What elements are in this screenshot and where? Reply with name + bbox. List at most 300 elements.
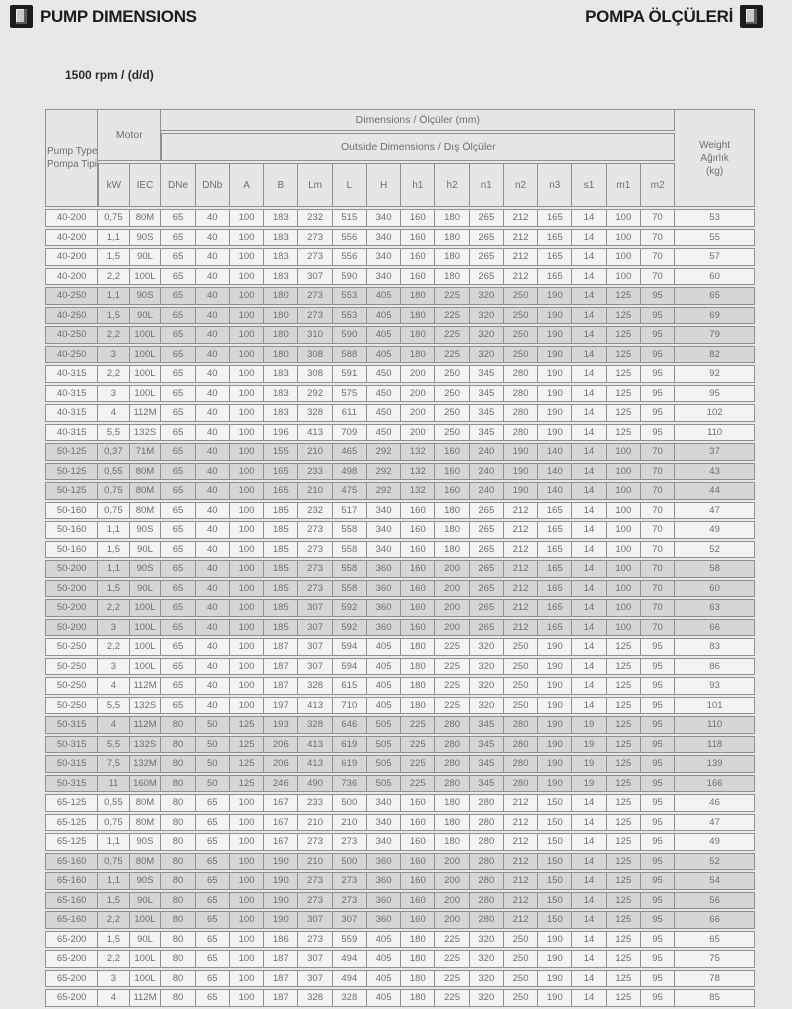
table-row [45,872,755,890]
value-cell: 100 [230,404,264,422]
value-cell: 405 [367,638,401,656]
value-cell: 90S [130,229,162,247]
value-cell: 65 [196,872,230,890]
table-row [45,482,755,500]
value-cell: 160 [435,443,469,461]
value-cell: 150 [538,794,572,812]
value-cell: 183 [264,385,298,403]
value-cell: 180 [264,307,298,325]
value-cell: 190 [538,970,572,988]
value-cell: 190 [264,911,298,929]
value-cell: 100 [230,911,264,929]
value-cell: 190 [504,482,538,500]
value-cell: 112M [130,404,162,422]
value-cell: 5,5 [98,424,129,442]
value-cell: 292 [298,385,332,403]
value-cell: 65 [196,853,230,871]
value-cell: 65 [161,229,195,247]
value-cell: 132 [401,443,435,461]
table-row [45,580,755,598]
value-cell: 65 [161,697,195,715]
value-cell: 150 [538,872,572,890]
value-cell: 95 [641,658,675,676]
value-cell: 140 [538,463,572,481]
value-cell: 100 [230,950,264,968]
value-cell: 125 [607,307,641,325]
value-cell: 140 [538,443,572,461]
value-cell: 180 [435,521,469,539]
value-cell: 2,2 [98,268,129,286]
value-cell: 225 [435,677,469,695]
header-col-h1: h1 [401,163,435,207]
value-cell: 101 [675,697,755,715]
value-cell: 160 [401,892,435,910]
value-cell: 465 [333,443,367,461]
value-cell: 180 [435,502,469,520]
value-cell: 190 [504,443,538,461]
value-cell: 52 [675,853,755,871]
value-cell: 82 [675,346,755,364]
value-cell: 90S [130,521,162,539]
value-cell: 160 [401,209,435,227]
value-cell: 190 [264,853,298,871]
value-cell: 50 [196,755,230,773]
value-cell: 167 [264,794,298,812]
value-cell: 90L [130,541,162,559]
value-cell: 132 [401,482,435,500]
table-row [45,950,755,968]
value-cell: 95 [641,424,675,442]
value-cell: 307 [298,970,332,988]
pump-type-cell: 65-200 [45,970,98,988]
value-cell: 14 [572,853,606,871]
value-cell: 180 [435,248,469,266]
table-row [45,521,755,539]
pump-type-cell: 65-125 [45,833,98,851]
header-col-m1: m1 [607,163,641,207]
value-cell: 125 [607,385,641,403]
value-cell: 14 [572,248,606,266]
value-cell: 250 [504,346,538,364]
value-cell: 328 [298,404,332,422]
table-row [45,502,755,520]
value-cell: 53 [675,209,755,227]
value-cell: 4 [98,404,129,422]
value-cell: 165 [264,482,298,500]
value-cell: 340 [367,521,401,539]
value-cell: 100L [130,638,162,656]
value-cell: 588 [333,346,367,364]
table-row [45,209,755,227]
value-cell: 50 [196,775,230,793]
header-outside-dimensions: Outside Dimensions / Dış Ölçüler [161,133,675,161]
value-cell: 180 [401,638,435,656]
value-cell: 320 [470,677,504,695]
value-cell: 65 [675,287,755,305]
value-cell: 50 [196,736,230,754]
pump-type-cell: 40-315 [45,385,98,403]
value-cell: 187 [264,658,298,676]
value-cell: 710 [333,697,367,715]
value-cell: 167 [264,814,298,832]
value-cell: 95 [641,853,675,871]
value-cell: 40 [196,287,230,305]
value-cell: 80M [130,814,162,832]
value-cell: 100 [230,385,264,403]
value-cell: 14 [572,521,606,539]
value-cell: 3 [98,658,129,676]
value-cell: 100 [230,892,264,910]
value-cell: 14 [572,326,606,344]
value-cell: 210 [333,814,367,832]
value-cell: 212 [504,833,538,851]
value-cell: 14 [572,814,606,832]
value-cell: 100 [230,989,264,1007]
value-cell: 308 [298,365,332,383]
value-cell: 165 [538,560,572,578]
value-cell: 100 [607,541,641,559]
pump-type-cell: 65-200 [45,950,98,968]
value-cell: 1,5 [98,541,129,559]
value-cell: 345 [470,365,504,383]
pump-type-cell: 65-160 [45,853,98,871]
value-cell: 52 [675,541,755,559]
pump-type-cell: 40-200 [45,229,98,247]
value-cell: 112M [130,716,162,734]
value-cell: 186 [264,931,298,949]
value-cell: 190 [538,716,572,734]
value-cell: 65 [161,209,195,227]
value-cell: 54 [675,872,755,890]
value-cell: 83 [675,638,755,656]
value-cell: 505 [367,755,401,773]
value-cell: 225 [435,658,469,676]
value-cell: 280 [504,365,538,383]
value-cell: 125 [607,814,641,832]
value-cell: 125 [607,677,641,695]
value-cell: 40 [196,385,230,403]
pump-type-cell: 50-200 [45,560,98,578]
value-cell: 40 [196,346,230,364]
value-cell: 165 [538,248,572,266]
value-cell: 100 [230,424,264,442]
value-cell: 187 [264,638,298,656]
value-cell: 265 [470,541,504,559]
pump-type-cell: 50-315 [45,736,98,754]
value-cell: 40 [196,697,230,715]
value-cell: 212 [504,229,538,247]
value-cell: 100 [607,268,641,286]
value-cell: 19 [572,755,606,773]
value-cell: 292 [367,443,401,461]
value-cell: 307 [298,658,332,676]
value-cell: 575 [333,385,367,403]
value-cell: 40 [196,599,230,617]
value-cell: 340 [367,248,401,266]
value-cell: 273 [298,560,332,578]
pump-type-cell: 50-160 [45,502,98,520]
value-cell: 405 [367,307,401,325]
value-cell: 90S [130,287,162,305]
value-cell: 190 [538,346,572,364]
value-cell: 125 [607,989,641,1007]
value-cell: 180 [401,326,435,344]
value-cell: 100 [230,502,264,520]
value-cell: 100 [230,833,264,851]
value-cell: 65 [161,677,195,695]
value-cell: 345 [470,404,504,422]
value-cell: 212 [504,268,538,286]
value-cell: 100 [230,365,264,383]
value-cell: 132S [130,736,162,754]
value-cell: 225 [435,697,469,715]
value-cell: 345 [470,716,504,734]
value-cell: 40 [196,443,230,461]
value-cell: 165 [538,268,572,286]
value-cell: 273 [298,307,332,325]
value-cell: 190 [538,326,572,344]
value-cell: 250 [435,404,469,422]
pump-type-cell: 65-160 [45,911,98,929]
value-cell: 14 [572,989,606,1007]
value-cell: 200 [401,385,435,403]
value-cell: 65 [161,521,195,539]
value-cell: 250 [504,931,538,949]
value-cell: 14 [572,697,606,715]
value-cell: 180 [435,814,469,832]
value-cell: 4 [98,989,129,1007]
value-cell: 517 [333,502,367,520]
value-cell: 100L [130,599,162,617]
value-cell: 160 [401,872,435,890]
value-cell: 200 [435,853,469,871]
value-cell: 93 [675,677,755,695]
value-cell: 125 [230,736,264,754]
value-cell: 500 [333,794,367,812]
value-cell: 187 [264,970,298,988]
value-cell: 40 [196,677,230,695]
value-cell: 187 [264,677,298,695]
pump-type-cell: 50-315 [45,775,98,793]
value-cell: 212 [504,619,538,637]
value-cell: 190 [538,950,572,968]
value-cell: 65 [161,482,195,500]
value-cell: 280 [504,404,538,422]
value-cell: 65 [161,287,195,305]
pump-type-cell: 40-200 [45,248,98,266]
header-col-dne: DNe [161,163,195,207]
value-cell: 19 [572,716,606,734]
value-cell: 90L [130,248,162,266]
catalog-icon [740,5,763,28]
value-cell: 14 [572,833,606,851]
table-row [45,385,755,403]
value-cell: 250 [504,677,538,695]
value-cell: 1,1 [98,560,129,578]
value-cell: 328 [298,989,332,1007]
value-cell: 49 [675,833,755,851]
value-cell: 14 [572,872,606,890]
value-cell: 320 [470,970,504,988]
value-cell: 190 [538,365,572,383]
pump-type-cell: 40-250 [45,326,98,344]
value-cell: 40 [196,307,230,325]
value-cell: 736 [333,775,367,793]
value-cell: 2,2 [98,599,129,617]
value-cell: 100 [230,541,264,559]
value-cell: 100L [130,268,162,286]
value-cell: 14 [572,307,606,325]
table-row [45,404,755,422]
value-cell: 40 [196,521,230,539]
value-cell: 212 [504,853,538,871]
value-cell: 180 [401,287,435,305]
value-cell: 125 [607,326,641,344]
value-cell: 0,75 [98,814,129,832]
value-cell: 185 [264,560,298,578]
value-cell: 328 [298,716,332,734]
value-cell: 225 [435,638,469,656]
value-cell: 125 [607,931,641,949]
value-cell: 3 [98,970,129,988]
value-cell: 193 [264,716,298,734]
value-cell: 70 [641,619,675,637]
table-row [45,755,755,773]
value-cell: 100 [230,287,264,305]
header-col-h: H [367,163,401,207]
value-cell: 44 [675,482,755,500]
value-cell: 70 [641,521,675,539]
value-cell: 212 [504,209,538,227]
value-cell: 95 [675,385,755,403]
value-cell: 46 [675,794,755,812]
value-cell: 80 [161,872,195,890]
value-cell: 150 [538,911,572,929]
table-row [45,658,755,676]
pump-type-cell: 50-125 [45,482,98,500]
value-cell: 413 [298,697,332,715]
value-cell: 80 [161,716,195,734]
value-cell: 95 [641,736,675,754]
pump-dimensions-table [45,107,755,1009]
value-cell: 307 [298,619,332,637]
pump-type-cell: 40-200 [45,209,98,227]
value-cell: 125 [607,950,641,968]
value-cell: 100 [230,229,264,247]
value-cell: 160 [401,268,435,286]
value-cell: 212 [504,248,538,266]
value-cell: 14 [572,502,606,520]
value-cell: 320 [470,950,504,968]
value-cell: 40 [196,580,230,598]
value-cell: 125 [230,775,264,793]
value-cell: 100L [130,970,162,988]
header-dimensions: Dimensions / Ölçüler (mm) [161,109,675,131]
pump-type-cell: 40-315 [45,365,98,383]
value-cell: 70 [641,580,675,598]
value-cell: 200 [435,892,469,910]
header-weight [675,109,755,207]
value-cell: 37 [675,443,755,461]
value-cell: 250 [504,658,538,676]
value-cell: 160 [401,502,435,520]
value-cell: 80 [161,950,195,968]
value-cell: 125 [607,404,641,422]
value-cell: 14 [572,560,606,578]
value-cell: 14 [572,619,606,637]
value-cell: 360 [367,911,401,929]
value-cell: 65 [161,638,195,656]
value-cell: 206 [264,755,298,773]
value-cell: 40 [196,502,230,520]
value-cell: 14 [572,911,606,929]
value-cell: 498 [333,463,367,481]
value-cell: 190 [538,931,572,949]
value-cell: 110 [675,424,755,442]
table-row [45,931,755,949]
value-cell: 125 [607,736,641,754]
value-cell: 65 [196,794,230,812]
value-cell: 58 [675,560,755,578]
value-cell: 190 [538,404,572,422]
value-cell: 125 [230,716,264,734]
value-cell: 80M [130,209,162,227]
value-cell: 320 [470,326,504,344]
value-cell: 100 [230,307,264,325]
table-row [45,619,755,637]
value-cell: 80 [161,970,195,988]
value-cell: 190 [538,658,572,676]
value-cell: 14 [572,209,606,227]
catalog-icon [10,5,33,28]
header-col-m2: m2 [641,163,675,207]
value-cell: 225 [435,346,469,364]
value-cell: 100 [230,814,264,832]
value-cell: 70 [641,268,675,286]
value-cell: 233 [298,463,332,481]
value-cell: 132S [130,697,162,715]
value-cell: 180 [401,931,435,949]
value-cell: 65 [196,950,230,968]
pump-type-cell: 50-160 [45,541,98,559]
value-cell: 63 [675,599,755,617]
value-cell: 95 [641,970,675,988]
table-row [45,560,755,578]
header-pump-type-tr: Pompa Tipi [47,159,98,170]
value-cell: 212 [504,541,538,559]
value-cell: 95 [641,326,675,344]
value-cell: 139 [675,755,755,773]
value-cell: 57 [675,248,755,266]
header-col-s1: s1 [572,163,606,207]
value-cell: 65 [161,463,195,481]
value-cell: 185 [264,502,298,520]
value-cell: 90L [130,892,162,910]
header-iec: IEC [130,163,162,207]
value-cell: 190 [538,755,572,773]
value-cell: 360 [367,892,401,910]
value-cell: 210 [298,814,332,832]
value-cell: 1,5 [98,892,129,910]
value-cell: 95 [641,989,675,1007]
value-cell: 160 [401,560,435,578]
value-cell: 0,37 [98,443,129,461]
catalog-icon-glyph [746,9,757,24]
value-cell: 125 [607,365,641,383]
value-cell: 413 [298,424,332,442]
value-cell: 95 [641,931,675,949]
value-cell: 80M [130,794,162,812]
